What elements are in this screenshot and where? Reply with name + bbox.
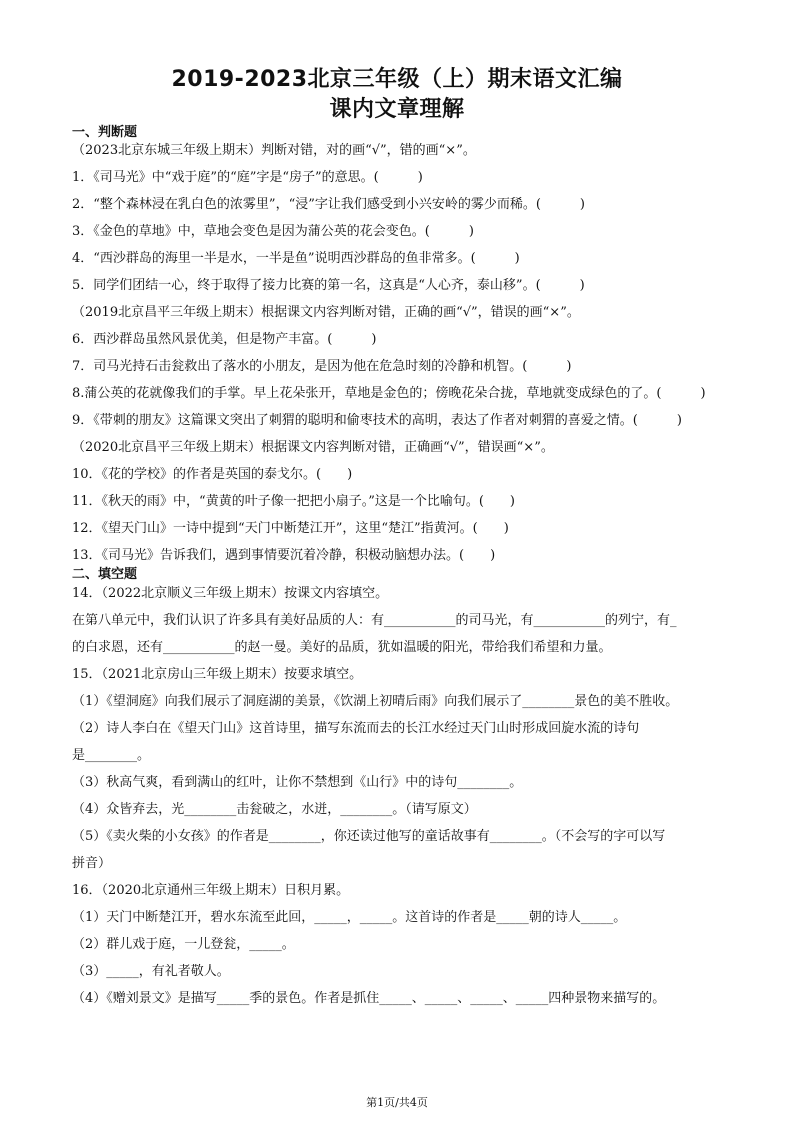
question-text: 的白求恩，还有___________的赵一曼。美好的品质，犹如温暖的阳光，带给我们希望和力量。 [72,640,612,655]
question-subitem: （2）诗人李白在《望天门山》这首诗里，描写东流而去的长江水经过天门山时形成回旋水流的诗句 [72,721,640,736]
question-item: 14．（2022北京顺义三年级上期末）按课文内容填空。 [72,586,389,601]
question-text: 在第八单元中，我们认识了许多具有美好品质的人：有___________的司马光，有___________的列宁，有_ [72,613,677,628]
question-subitem: （3）秋高气爽，看到满山的红叶，让你不禁想到《山行》中的诗句________。 [72,775,523,790]
question-subitem: （1）天门中断楚江开，碧水东流至此回，_____，_____。这首诗的作者是_____朝的诗人_____。 [72,910,627,925]
question-source: （2019北京昌平三年级上期末）根据课文内容判断对错，正确的画“√”，错误的画“×”。 [72,305,580,320]
question-source: （2023北京东城三年级上期末）判断对错，对的画“√”，错的画“×”。 [72,143,476,158]
question-item: 11．《秋天的雨》中，“黄黄的叶子像一把把小扇子。”这是一个比喻句。( ) [72,494,515,509]
question-item: 8.蒲公英的花就像我们的手掌。早上花朵张开，草地是金色的；傍晚花朵合拢，草地就变成绿色的了。( ) [72,386,706,401]
question-item: 2．“整个森林浸在乳白色的浓雾里”，“浸”字让我们感受到小兴安岭的雾少而稀。( ) [72,197,585,212]
page-footer: 第1页/共4页 [366,1096,428,1109]
question-item: 5．同学们团结一心，终于取得了接力比赛的第一名，这真是“人心齐，泰山移”。( ) [72,278,585,293]
question-item: 12．《望天门山》一诗中提到“天门中断楚江开”，这里“楚江”指黄河。( ) [72,521,509,536]
question-source: （2020北京昌平三年级上期末）根据课文内容判断对错，正确画“√”，错误画“×”。 [72,440,554,455]
page-subtitle: 课内文章理解 [329,97,465,122]
question-subitem: （1）《望洞庭》向我们展示了洞庭湖的美景，《饮湖上初晴后雨》向我们展示了________景色的美不胜收。 [72,694,679,709]
page-title: 2019-2023北京三年级（上）期末语文汇编 [171,67,623,92]
question-item: 10．《花的学校》的作者是英国的泰戈尔。( ) [72,467,353,482]
question-item: 16．（2020北京通州三年级上期末）日积月累。 [72,883,350,898]
question-subitem: 是________。 [72,748,151,763]
question-item: 9．《带刺的朋友》这篇课文突出了刺猬的聪明和偷枣技术的高明，表达了作者对刺猬的喜爱之情。( ) [72,413,682,428]
question-item: 13．《司马光》告诉我们，遇到事情要沉着冷静，积极动脑想办法。( ) [72,548,496,563]
question-subitem: （3）_____，有礼者敬人。 [72,964,230,979]
question-subitem: （4）《赠刘景文》是描写_____季的景色。作者是抓住_____、_____、_____、_____四种景物来描写的。 [72,991,666,1006]
question-subitem: （2）群儿戏于庭，一儿登瓮，_____。 [72,937,295,952]
question-subitem: 拼音） [72,856,112,871]
section-heading-fill: 二、填空题 [72,567,138,582]
section-heading-judgement: 一、判断题 [72,125,138,140]
question-item: 4．“西沙群岛的海里一半是水，一半是鱼”说明西沙群岛的鱼非常多。( ) [72,251,520,266]
question-item: 3．《金色的草地》中，草地会变色是因为蒲公英的花会变色。( ) [72,224,474,239]
question-item: 15．（2021北京房山三年级上期末）按要求填空。 [72,667,363,682]
question-subitem: （5）《卖火柴的小女孩》的作者是________，你还读过他写的童话故事有________。（不会写的字可以写 [72,829,666,844]
question-item: 1．《司马光》中“戏于庭”的“庭”字是“房子”的意思。( ) [72,170,423,185]
question-subitem: （4）众皆弃去，光________击瓮破之，水迸，________。（请写原文） [72,802,477,817]
question-item: 7．司马光持石击瓮救出了落水的小朋友，是因为他在危急时刻的冷静和机智。( ) [72,359,572,374]
question-item: 6．西沙群岛虽然风景优美，但是物产丰富。( ) [72,332,377,347]
